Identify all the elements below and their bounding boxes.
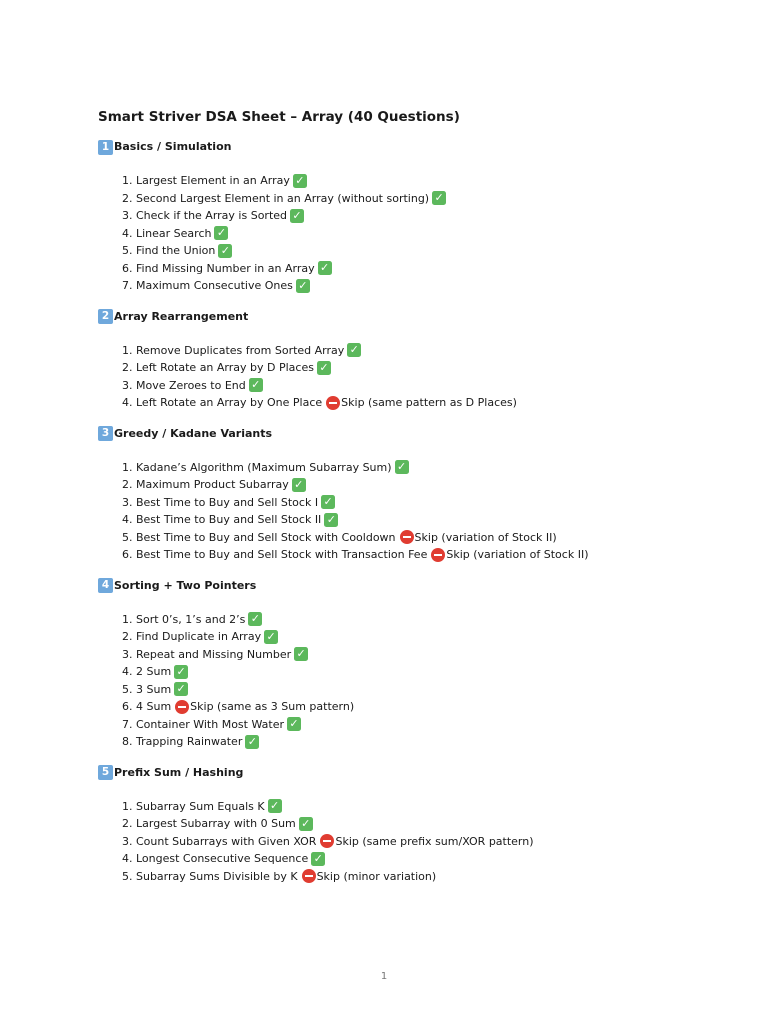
section-heading [98,765,738,781]
question-text: 5. 3 Sum [122,682,172,696]
check-mark-icon: ✓ [248,612,262,626]
check-mark-icon: ✓ [264,630,278,644]
list-item [122,207,738,225]
section-heading [98,309,738,325]
list-item [122,225,738,243]
skip-note: Skip (variation of Stock II) [446,548,589,561]
question-text: 1. Remove Duplicates from Sorted Array [122,343,345,357]
section-heading [98,426,738,442]
list-item [122,646,738,664]
question-text: 3. Move Zeroes to End [122,378,246,392]
list-item [122,698,738,716]
question-text: 3. Repeat and Missing Number [122,647,292,661]
list-item [122,833,738,851]
section-5 [98,765,738,886]
no-entry-icon [400,530,414,544]
question-text: 2. Largest Subarray with 0 Sum [122,817,296,830]
list-item [122,242,738,260]
question-text: 1. Kadane’s Algorithm (Maximum Subarray Sum) [122,460,392,474]
question-text: 4. Left Rotate an Array by One Place [122,396,323,409]
list-item [122,716,738,734]
question-text: 2. Left Rotate an Array by D Places [122,361,314,374]
list-item [122,815,738,833]
number-badge-icon: 3 [98,426,113,441]
list-item [122,868,738,886]
question-text: 3. Best Time to Buy and Sell Stock I [122,495,319,509]
check-mark-icon: ✓ [290,209,304,223]
question-text: 1. Subarray Sum Equals K [122,799,265,813]
list-item [122,546,738,564]
question-text: 3. Count Subarrays with Given XOR [122,834,317,848]
skip-note: Skip (minor variation) [316,869,437,883]
skip-note: Skip (same pattern as D Places) [341,396,517,409]
section-heading [98,139,738,155]
question-text: 1. Sort 0’s, 1’s and 2’s [122,612,246,626]
question-text: 6. 4 Sum [122,700,172,713]
question-text: 2. Find Duplicate in Array [122,630,262,643]
check-mark-icon: ✓ [249,378,263,392]
question-text: 5. Subarray Sums Divisible by K [122,869,298,883]
question-text: 8. Trapping Rainwater [122,735,243,748]
list-item [122,377,738,395]
question-list [98,459,738,564]
list-item [122,663,738,681]
check-mark-icon: ✓ [324,513,338,527]
list-item [122,342,738,360]
list-item [122,681,738,699]
question-text: 4. Longest Consecutive Sequence [122,852,309,865]
list-item [122,850,738,868]
question-text: 6. Best Time to Buy and Sell Stock with Transaction Fee [122,548,428,561]
page-title: Smart Striver DSA Sheet – Array (40 Questions) [98,109,460,125]
check-mark-icon: ✓ [214,226,228,240]
list-item [122,277,738,295]
section-2 [98,309,738,412]
question-text: 4. Linear Search [122,226,212,240]
sections-container [98,139,738,885]
list-item [122,476,738,494]
question-text: 1. Largest Element in an Array [122,174,290,187]
section-title: Prefix Sum / Hashing [114,765,244,779]
number-badge-icon: 4 [98,578,113,593]
check-mark-icon: ✓ [432,191,446,205]
section-title: Greedy / Kadane Variants [114,426,273,440]
no-entry-icon [175,700,189,714]
check-mark-icon: ✓ [294,647,308,661]
list-item [122,260,738,278]
check-mark-icon: ✓ [395,460,409,474]
section-title: Sorting + Two Pointers [114,578,257,592]
no-entry-icon [302,869,316,883]
section-title: Basics / Simulation [114,140,232,153]
list-item [122,529,738,547]
check-mark-icon: ✓ [318,261,332,275]
section-heading [98,578,738,594]
question-text: 7. Maximum Consecutive Ones [122,279,293,292]
no-entry-icon [431,548,445,562]
question-text: 4. 2 Sum [122,665,172,678]
question-text: 5. Find the Union [122,244,216,257]
question-text: 5. Best Time to Buy and Sell Stock with Cooldown [122,530,396,544]
section-3 [98,426,738,564]
section-1 [98,139,738,295]
number-badge-icon: 2 [98,309,113,324]
list-item [122,394,738,412]
number-badge-icon: 5 [98,765,113,780]
check-mark-icon: ✓ [218,244,232,258]
list-item [122,359,738,377]
section-4 [98,578,738,751]
list-item [122,733,738,751]
list-item [122,798,738,816]
question-text: 2. Second Largest Element in an Array (without sorting) [122,191,430,205]
skip-note: Skip (variation of Stock II) [414,530,557,544]
check-mark-icon: ✓ [311,852,325,866]
list-item [122,628,738,646]
page-number: 1 [380,971,388,982]
list-item [122,611,738,629]
list-item [122,190,738,208]
question-text: 4. Best Time to Buy and Sell Stock II [122,513,322,526]
skip-note: Skip (same as 3 Sum pattern) [190,700,355,713]
question-list [98,172,738,295]
check-mark-icon: ✓ [293,174,307,188]
list-item [122,172,738,190]
question-list [98,611,738,751]
question-text: 6. Find Missing Number in an Array [122,261,315,275]
section-title: Array Rearrangement [114,309,249,323]
no-entry-icon [326,396,340,410]
list-item [122,494,738,512]
question-text: 3. Check if the Array is Sorted [122,209,288,222]
question-text: 7. Container With Most Water [122,717,284,731]
check-mark-icon: ✓ [347,343,361,357]
question-list [98,342,738,412]
check-mark-icon: ✓ [296,279,310,293]
document-page [98,108,738,899]
check-mark-icon: ✓ [287,717,301,731]
check-mark-icon: ✓ [292,478,306,492]
number-badge-icon: 1 [98,140,113,155]
check-mark-icon: ✓ [174,665,188,679]
check-mark-icon: ✓ [268,799,282,813]
check-mark-icon: ✓ [299,817,313,831]
check-mark-icon: ✓ [321,495,335,509]
check-mark-icon: ✓ [245,735,259,749]
check-mark-icon: ✓ [174,682,188,696]
question-list [98,798,738,886]
list-item [122,459,738,477]
list-item [122,511,738,529]
check-mark-icon: ✓ [317,361,331,375]
question-text: 2. Maximum Product Subarray [122,478,289,491]
skip-note: Skip (same prefix sum/XOR pattern) [335,834,534,848]
no-entry-icon [320,834,334,848]
